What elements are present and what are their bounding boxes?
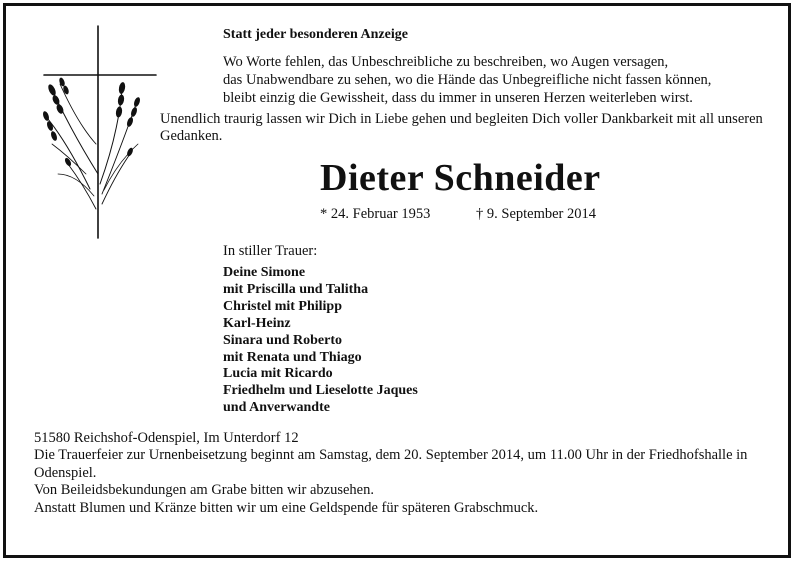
intro-text xyxy=(160,111,780,145)
intro-line: Gedanken. xyxy=(160,128,223,144)
deceased-name: Dieter Schneider xyxy=(320,157,601,199)
ceremony-line: Odenspiel. xyxy=(34,464,97,481)
poem-line: bleibt einzig die Gewissheit, dass du immer in unseren Herzen weiterleben wirst. xyxy=(223,90,693,106)
mourner: Sinara und Roberto xyxy=(223,332,343,348)
mourner: Lucia mit Ricardo xyxy=(223,366,333,382)
poem xyxy=(223,53,711,107)
death-date: † 9. September 2014 xyxy=(476,206,597,222)
mourner: Christel mit Philipp xyxy=(223,298,343,314)
mourner: mit Priscilla und Talitha xyxy=(223,281,369,297)
mourning-label: In stiller Trauer: xyxy=(223,243,318,259)
donation-note: Anstatt Blumen und Kränze bitten wir um eine Geldspende für späteren Grabschmuck. xyxy=(34,499,539,516)
mourner: und Anverwandte xyxy=(223,400,330,416)
poem-line: das Unabwendbare zu sehen, wo die Hände das Unbegreifliche nicht fassen können, xyxy=(223,72,712,88)
address: 51580 Reichshof-Odenspiel, Im Unterdorf 12 xyxy=(34,430,299,446)
notice-heading: Statt jeder besonderen Anzeige xyxy=(223,27,408,42)
birth-date: * 24. Februar 1953 xyxy=(320,206,431,222)
footer-info xyxy=(34,430,774,517)
mourner: Karl-Heinz xyxy=(223,315,291,331)
intro-line: Unendlich traurig lassen wir Dich in Liebe gehen und begleiten Dich voller Dankbarkeit mit all unseren xyxy=(160,111,763,127)
condolences-note: Von Beileidsbekundungen am Grabe bitten wir abzusehen. xyxy=(34,482,374,499)
cross-with-wheat-icon xyxy=(38,24,163,242)
mourner: Friedhelm und Lieselotte Jaques xyxy=(223,383,418,399)
poem-line: Wo Worte fehlen, das Unbeschreibliche zu beschreiben, wo Augen versagen, xyxy=(223,54,669,70)
mourners-list xyxy=(223,265,418,417)
ceremony-line: Die Trauerfeier zur Urnenbeisetzung beginnt am Samstag, dem 20. September 2014, um 11.00 Uhr in der Friedhofshalle in xyxy=(34,447,748,464)
mourner: Deine Simone xyxy=(223,265,306,280)
mourner: mit Renata und Thiago xyxy=(223,349,362,365)
